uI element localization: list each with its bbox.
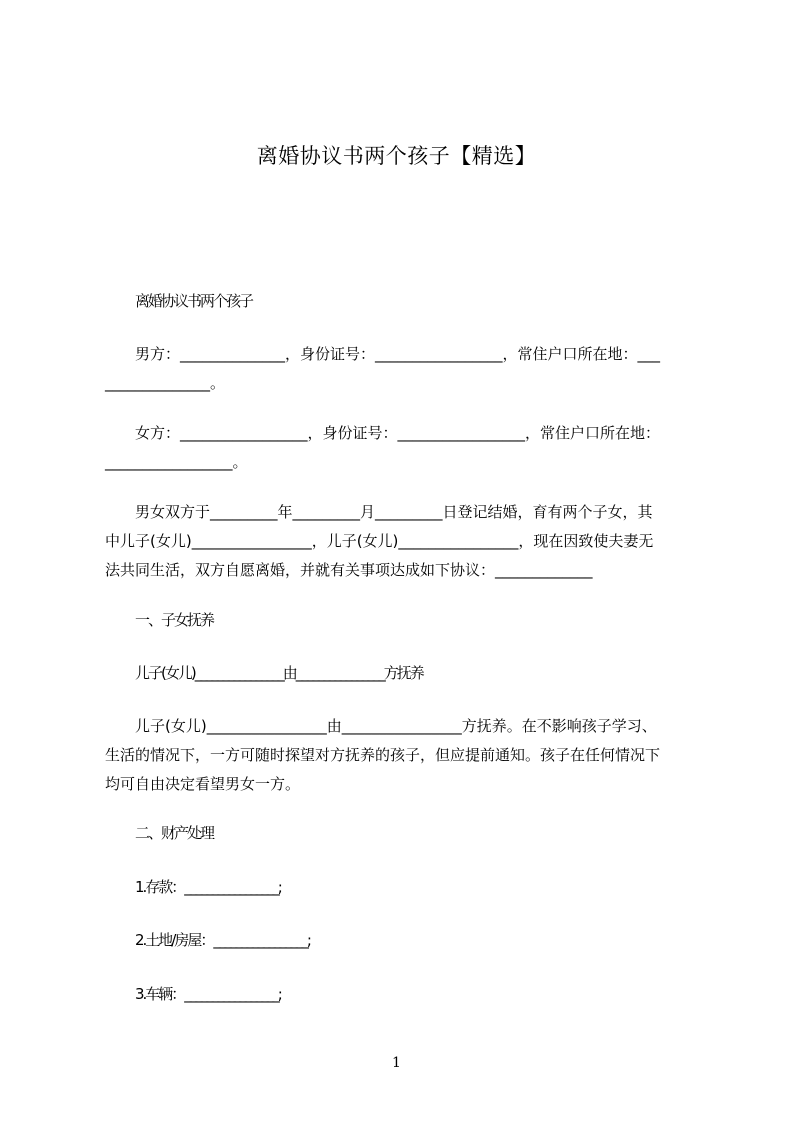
intro-line-2: 中儿子(女儿)________________，儿子(女儿)________________，现在因致使夫妻无	[105, 532, 654, 550]
page-number: 1	[392, 1055, 401, 1071]
custody-item-2-paragraph	[105, 712, 700, 799]
custody-item-2-line-2: 生活的情况下，一方可随时探望对方抚养的孩子，但应提前通知。孩子在任何情况下	[105, 746, 661, 764]
custody-item-2-line-1: 儿子(女儿)________________由________________方抚养。在不影响孩子学习、	[135, 717, 657, 735]
agreement-subtitle: 离婚协议书两个孩子	[135, 292, 253, 310]
female-party-line-1: 女方：_________________，身份证号：_________________，常住户口所在地：	[135, 424, 661, 442]
male-party-paragraph	[105, 340, 700, 398]
female-party-line-2: _________________。	[105, 453, 248, 471]
document-title: 离婚协议书两个孩子【精选】	[256, 144, 537, 168]
section-2-heading: 二、财产处理	[135, 824, 214, 842]
intro-paragraph	[105, 498, 700, 585]
section-1-heading: 一、子女抚养	[135, 611, 214, 629]
property-item-vehicle: 3.车辆：_________________;	[135, 985, 281, 1003]
property-item-savings: 1.存款：_________________;	[135, 878, 281, 896]
male-party-line-2: ______________。	[105, 374, 226, 392]
custody-item-1: 儿子(女儿)________________由________________方抚养	[135, 664, 423, 682]
intro-line-3: 法共同生活，双方自愿离婚，并就有关事项达成如下协议：_____________	[105, 561, 593, 579]
custody-item-2-line-3: 均可自由决定看望男女一方。	[105, 775, 301, 793]
female-party-paragraph	[105, 419, 700, 477]
property-item-land-house: 2.土地/房屋：_________________;	[135, 931, 310, 949]
intro-line-1: 男女双方于_________年_________月_________日登记结婚，育有两个子女，其	[135, 503, 653, 521]
male-party-line-1: 男方：______________，身份证号：_________________，常住户口所在地：___	[135, 345, 661, 363]
